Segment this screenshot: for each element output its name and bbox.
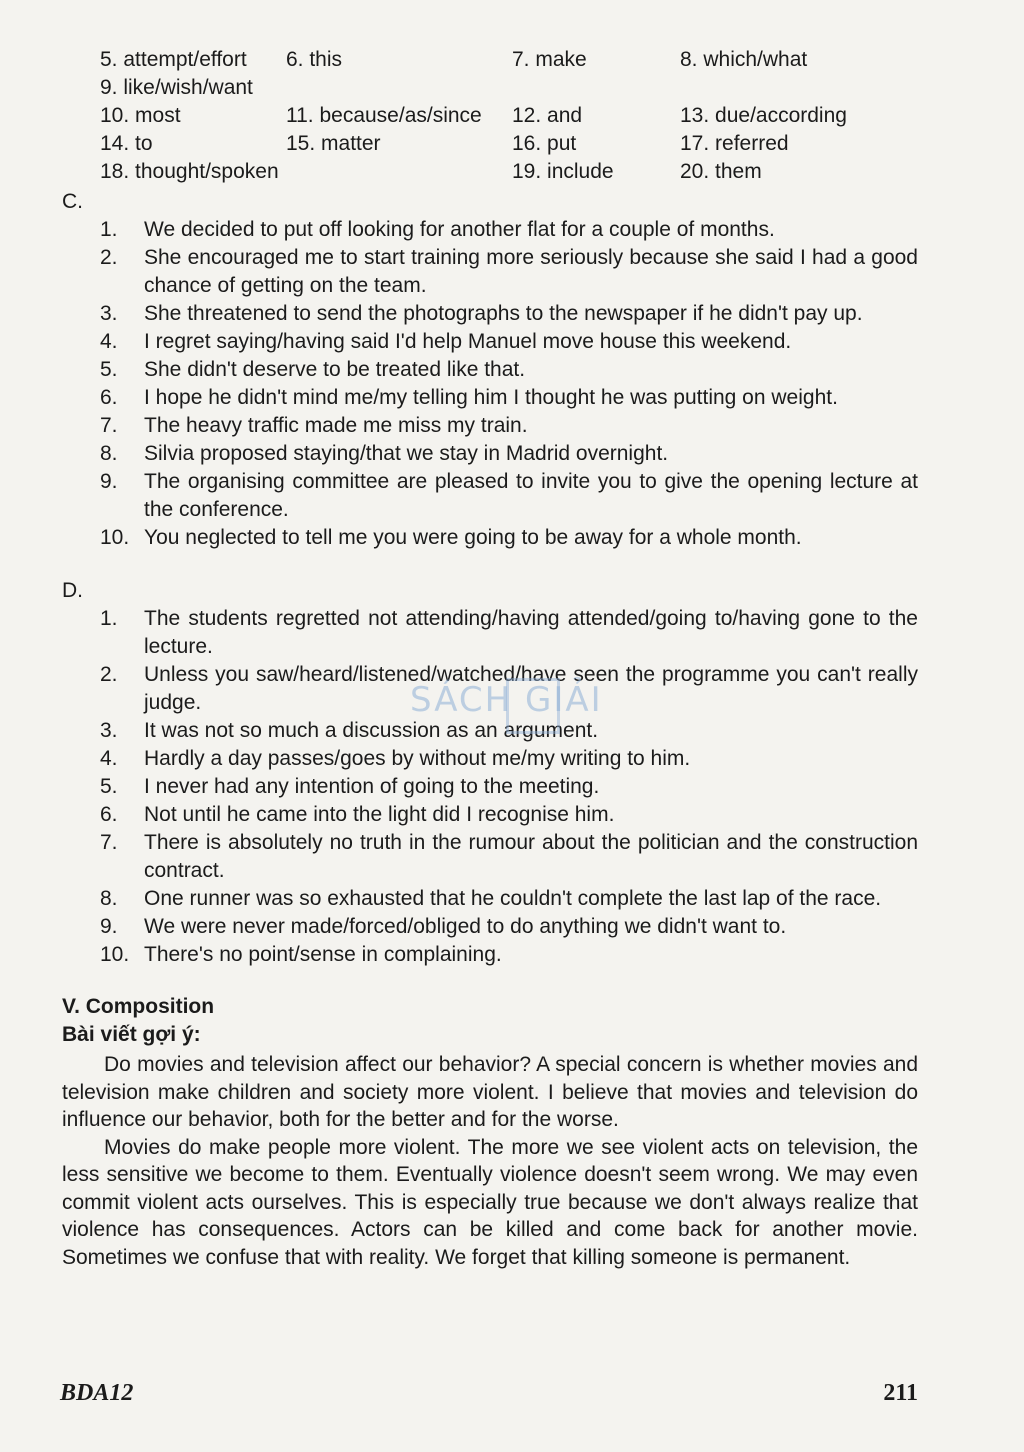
item-text: I hope he didn't mind me/my telling him I thought he was putting on weight.	[144, 386, 838, 409]
answer-row	[100, 132, 920, 160]
answer-row	[100, 160, 920, 188]
item-text: I regret saying/having said I'd help Manuel move house this weekend.	[144, 330, 792, 353]
item-number: 6.	[100, 386, 118, 409]
essay	[62, 1051, 918, 1271]
answer-cell: 6. this	[286, 48, 343, 71]
item-text: She threatened to send the photographs to the newspaper if he didn't pay up.	[144, 302, 863, 325]
answer-cell: 16. put	[512, 132, 577, 155]
item-number: 6.	[100, 803, 118, 826]
answer-cell: 18. thought/spoken	[100, 160, 279, 183]
list-item	[100, 829, 918, 885]
answer-cell: 14. to	[100, 132, 153, 155]
essay-paragraph: Movies do make people more violent. The more we see violent acts on television, the less sensitive we become to them. Eventually violence doesn't seem wrong. We may even commit violent acts ourselves. This is especially true because we don't always realize that violence has consequences. Actors can be killed and come back for another movie. Sometimes we confuse that with reality. We forget that killing someone is permanent.	[62, 1135, 918, 1269]
item-text: The heavy traffic made me miss my train.	[144, 414, 528, 437]
answer-cell: 7. make	[512, 48, 587, 71]
item-text: Unless you saw/heard/listened/watched/have seen the programme you can't really judge.	[144, 663, 918, 714]
item-number: 10.	[100, 526, 130, 549]
item-number: 4.	[100, 330, 118, 353]
item-text: She didn't deserve to be treated like that.	[144, 358, 526, 381]
list-item	[100, 328, 918, 356]
list-item	[100, 384, 918, 412]
item-text: The organising committee are pleased to invite you to give the opening lecture at the conference.	[144, 470, 918, 521]
answer-cell: 20. them	[680, 160, 762, 183]
section-c-label: C.	[62, 190, 83, 213]
list-item	[100, 440, 918, 468]
item-text: Not until he came into the light did I recognise him.	[144, 803, 615, 826]
item-text: You neglected to tell me you were going to be away for a whole month.	[144, 526, 802, 549]
list-item	[100, 412, 918, 440]
section-d-label: D.	[62, 579, 83, 602]
list-item	[100, 300, 918, 328]
item-text: The students regretted not attending/having attended/going to/having gone to the lecture.	[144, 607, 918, 658]
list-item	[100, 885, 918, 913]
item-number: 10.	[100, 943, 130, 966]
item-number: 3.	[100, 719, 118, 742]
item-text: It was not so much a discussion as an argument.	[144, 719, 599, 742]
answer-cell: 11. because/as/since	[286, 104, 482, 127]
item-number: 2.	[100, 246, 118, 269]
item-number: 7.	[100, 831, 118, 854]
answer-cell: 12. and	[512, 104, 583, 127]
composition-subheading: Bài viết gợi ý:	[62, 1023, 201, 1046]
item-text: She encouraged me to start training more seriously because she said I had a good chance of getting on the team.	[144, 246, 918, 297]
item-number: 9.	[100, 470, 118, 493]
item-number: 3.	[100, 302, 118, 325]
item-number: 8.	[100, 887, 118, 910]
item-text: One runner was so exhausted that he couldn't complete the last lap of the race.	[144, 887, 882, 910]
section-c-list	[100, 216, 918, 552]
item-number: 1.	[100, 218, 118, 241]
answer-cell: 9. like/wish/want	[100, 76, 253, 99]
item-number: 2.	[100, 663, 118, 686]
item-number: 5.	[100, 775, 118, 798]
answer-row	[100, 48, 920, 76]
list-item	[100, 216, 918, 244]
item-number: 8.	[100, 442, 118, 465]
section-d-list	[100, 605, 918, 969]
composition-heading: V. Composition	[62, 995, 215, 1018]
list-item	[100, 244, 918, 300]
item-text: We were never made/forced/obliged to do anything we didn't want to.	[144, 915, 787, 938]
answer-cell: 15. matter	[286, 132, 381, 155]
answer-cell: 10. most	[100, 104, 181, 127]
watermark-logo: SÁCH GIẢI	[410, 680, 603, 720]
item-text: There is absolutely no truth in the rumour about the politician and the construction contract.	[144, 831, 918, 882]
list-item	[100, 801, 918, 829]
list-item	[100, 468, 918, 524]
answer-cell: 17. referred	[680, 132, 789, 155]
item-text: Silvia proposed staying/that we stay in Madrid overnight.	[144, 442, 669, 465]
item-number: 5.	[100, 358, 118, 381]
list-item	[100, 524, 918, 552]
item-text: I never had any intention of going to the meeting.	[144, 775, 600, 798]
item-text: We decided to put off looking for another flat for a couple of months.	[144, 218, 775, 241]
list-item	[100, 745, 918, 773]
answer-row	[100, 104, 920, 132]
essay-paragraph: Do movies and television affect our behavior? A special concern is whether movies and television make children and society more violent. I believe that movies and television do influence our behavior, both for the better and for the worse.	[62, 1053, 918, 1131]
list-item	[100, 356, 918, 384]
page-number: 211	[883, 1380, 918, 1406]
item-number: 4.	[100, 747, 118, 770]
answer-row	[100, 76, 920, 104]
answer-cell: 19. include	[512, 160, 614, 183]
item-text: There's no point/sense in complaining.	[144, 943, 502, 966]
book-code: BDA12	[60, 1380, 134, 1406]
answer-cell: 5. attempt/effort	[100, 48, 247, 71]
item-number: 9.	[100, 915, 118, 938]
item-number: 1.	[100, 607, 118, 630]
list-item	[100, 605, 918, 661]
item-number: 7.	[100, 414, 118, 437]
list-item	[100, 941, 918, 969]
answer-cell: 8. which/what	[680, 48, 808, 71]
list-item	[100, 913, 918, 941]
answer-cell: 13. due/according	[680, 104, 847, 127]
item-text: Hardly a day passes/goes by without me/my writing to him.	[144, 747, 691, 770]
list-item	[100, 773, 918, 801]
answer-grid	[100, 48, 920, 188]
